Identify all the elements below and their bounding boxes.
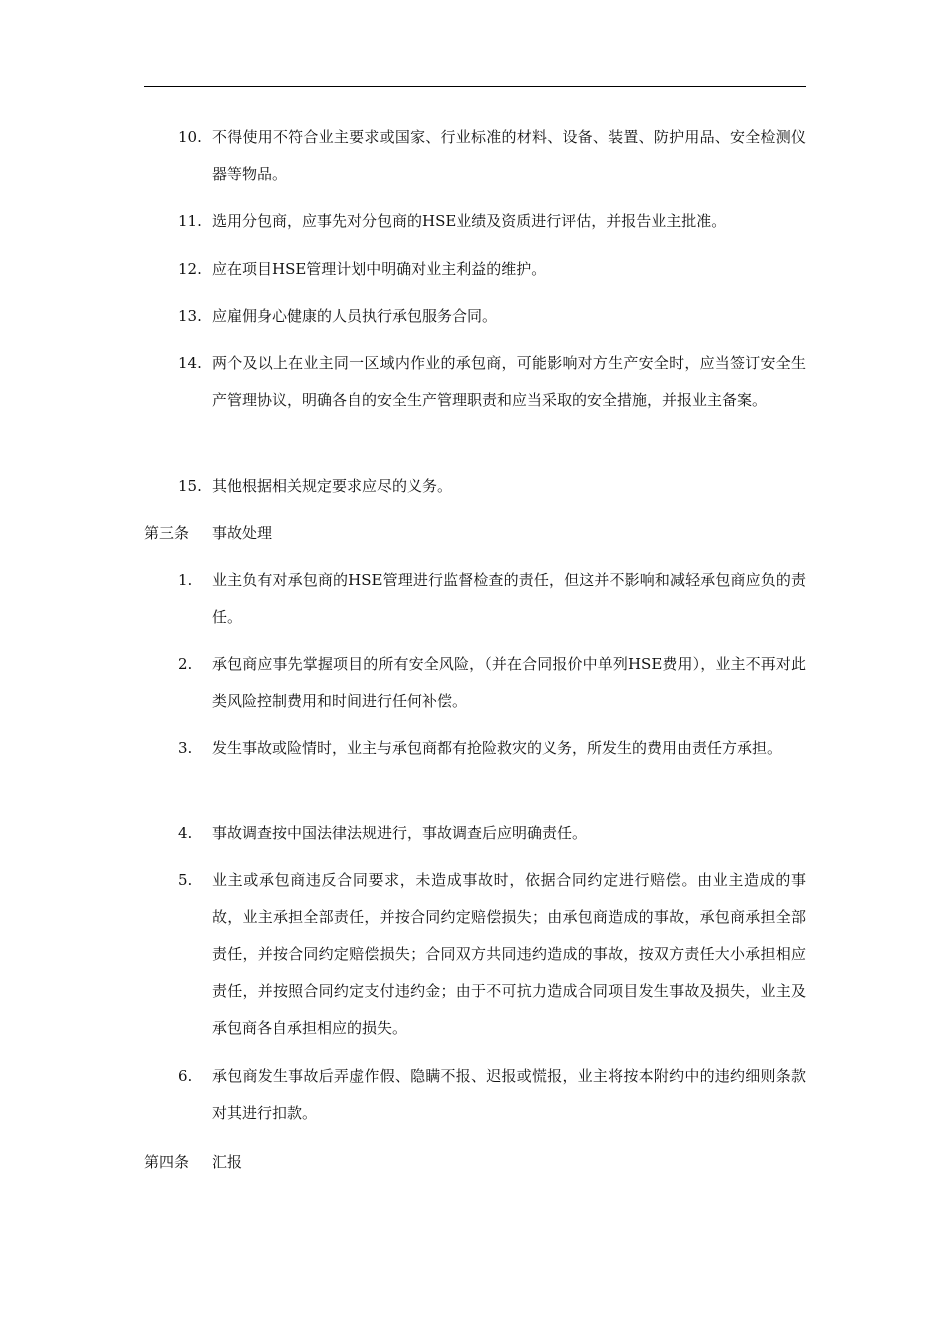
- item-text: 业主或承包商违反合同要求，未造成事故时，依据合同约定进行赔偿。由业主造成的事故，业主承担全部责任，并按合同约定赔偿损失；由承包商造成的事故，承包商承担全部责任，并按合同约定赔偿损失；合同双方共同违约造成的事故，按双方责任大小承担相应责任，并按照合同约定支付违约金；由于不可抗力造成合同项目发生事故及损失，业主及承包商各自承担相应的损失。: [212, 871, 806, 1037]
- item-text: 应雇佣身心健康的人员执行承包服务合同。: [212, 307, 498, 325]
- item-text: 两个及以上在业主同一区域内作业的承包商，可能影响对方生产安全时，应当签订安全生产管理协议，明确各自的安全生产管理职责和应当采取的安全措施，并报业主备案。: [212, 354, 806, 409]
- list-item: [178, 298, 806, 335]
- item-number: 2.: [178, 655, 193, 673]
- item-text: 承包商发生事故后弄虚作假、隐瞒不报、迟报或慌报，业主将按本附约中的违约细则条款对其进行扣款。: [212, 1067, 806, 1122]
- list-item: [178, 468, 806, 505]
- list-item: [178, 815, 806, 852]
- item-number: 6.: [178, 1067, 193, 1085]
- item-text: 其他根据相关规定要求应尽的义务。: [212, 477, 453, 495]
- section-title: 事故处理: [212, 524, 273, 542]
- item-number: 13.: [178, 307, 202, 325]
- section-title: 汇报: [212, 1153, 243, 1171]
- item-number: 12.: [178, 260, 202, 278]
- article-number: 第四条: [144, 1153, 190, 1171]
- item-text: 事故调查按中国法律法规进行，事故调查后应明确责任。: [212, 824, 588, 842]
- item-number: 10.: [178, 128, 202, 146]
- list-item: [178, 862, 806, 1047]
- list-item: [178, 646, 806, 720]
- section-heading: [144, 1144, 806, 1181]
- header-rule: [144, 86, 806, 87]
- item-text: 不得使用不符合业主要求或国家、行业标准的材料、设备、装置、防护用品、安全检测仪器等物品。: [212, 128, 806, 183]
- item-text: 应在项目HSE管理计划中明确对业主利益的维护。: [212, 260, 547, 278]
- item-number: 3.: [178, 739, 193, 757]
- item-text: 业主负有对承包商的HSE管理进行监督检查的责任，但这并不影响和减轻承包商应负的责任。: [212, 571, 806, 626]
- item-number: 1.: [178, 571, 193, 589]
- article-number: 第三条: [144, 524, 190, 542]
- list-item: [178, 203, 806, 240]
- list-item: [178, 251, 806, 288]
- list-item: [178, 1058, 806, 1132]
- item-text: 发生事故或险情时，业主与承包商都有抢险救灾的义务，所发生的费用由责任方承担。: [212, 739, 783, 757]
- list-item: [178, 562, 806, 636]
- list-item: [178, 345, 806, 419]
- item-number: 15.: [178, 477, 202, 495]
- list-item: [178, 119, 806, 193]
- list-item: [178, 730, 806, 767]
- item-number: 11.: [178, 212, 202, 230]
- section-heading: [144, 515, 806, 552]
- item-number: 5.: [178, 871, 193, 889]
- item-text: 选用分包商，应事先对分包商的HSE业绩及资质进行评估，并报告业主批准。: [212, 212, 727, 230]
- item-number: 4.: [178, 824, 193, 842]
- item-text: 承包商应事先掌握项目的所有安全风险，（并在合同报价中单列HSE费用），业主不再对此类风险控制费用和时间进行任何补偿。: [212, 655, 806, 710]
- item-number: 14.: [178, 354, 202, 372]
